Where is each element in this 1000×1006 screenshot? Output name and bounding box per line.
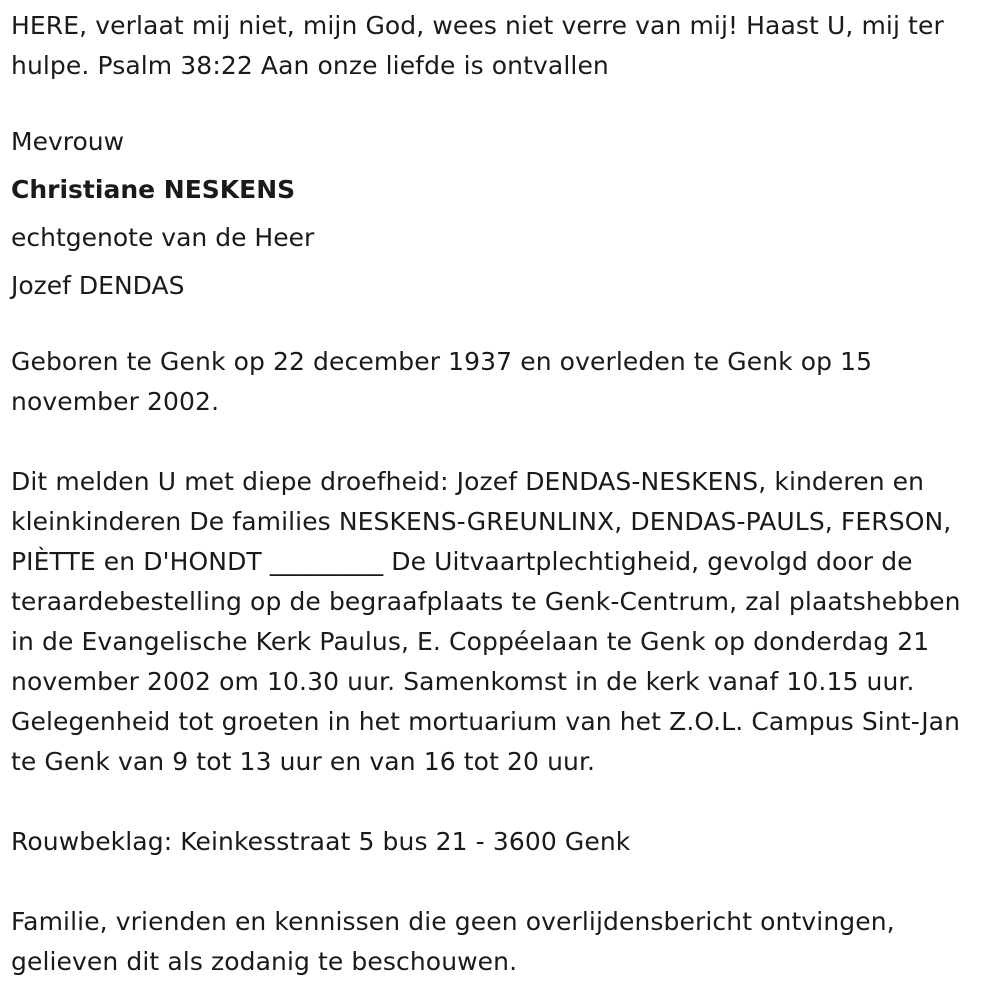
spacer: [11, 862, 990, 902]
spacer: [11, 782, 990, 822]
salutation: Mevrouw: [11, 127, 125, 156]
bible-verse: HERE, verlaat mij niet, mijn God, wees niet verre van mij! Haast U, mij ter hulpe. Psalm 38:22 Aan onze liefde is ontvallen: [11, 11, 944, 80]
announcement-text: Dit melden U met diepe droefheid: Jozef DENDAS-NESKENS, kinderen en kleinkinderen De families NESKENS-GREUNLINX, DENDAS-PAULS, FERSON, PIÈTTE en D'HONDT _________ De Uitvaartplechtigheid, gevolgd door de teraardebestelling op de begraafplaats te Genk-Centrum, zal plaatshebben in de Evangelische Kerk Paulus, E. Coppéelaan te Genk op donderdag 21 november 2002 om 10.30 uur. Samenkomst in de kerk vanaf 10.15 uur. Gelegenheid tot groeten in het mortuarium van het Z.O.L. Campus Sint-Jan te Genk van 9 tot 13 uur en van 16 tot 20 uur.: [11, 467, 961, 776]
spacer: [11, 422, 990, 462]
deceased-name: Christiane NESKENS: [11, 175, 296, 204]
birth-death-text: Geboren te Genk op 22 december 1937 en overleden te Genk op 15 november 2002.: [11, 347, 873, 416]
closing-text: Familie, vrienden en kennissen die geen overlijdensbericht ontvingen, gelieven dit als zodanig te beschouwen.: [11, 907, 895, 976]
spacer: [11, 310, 990, 342]
spacer: [11, 86, 990, 118]
relation-text: echtgenote van de Heer: [11, 223, 315, 252]
spouse-name: Jozef DENDAS: [11, 271, 185, 300]
condolence-address: Rouwbeklag: Keinkesstraat 5 bus 21 - 3600 Genk: [11, 827, 631, 856]
